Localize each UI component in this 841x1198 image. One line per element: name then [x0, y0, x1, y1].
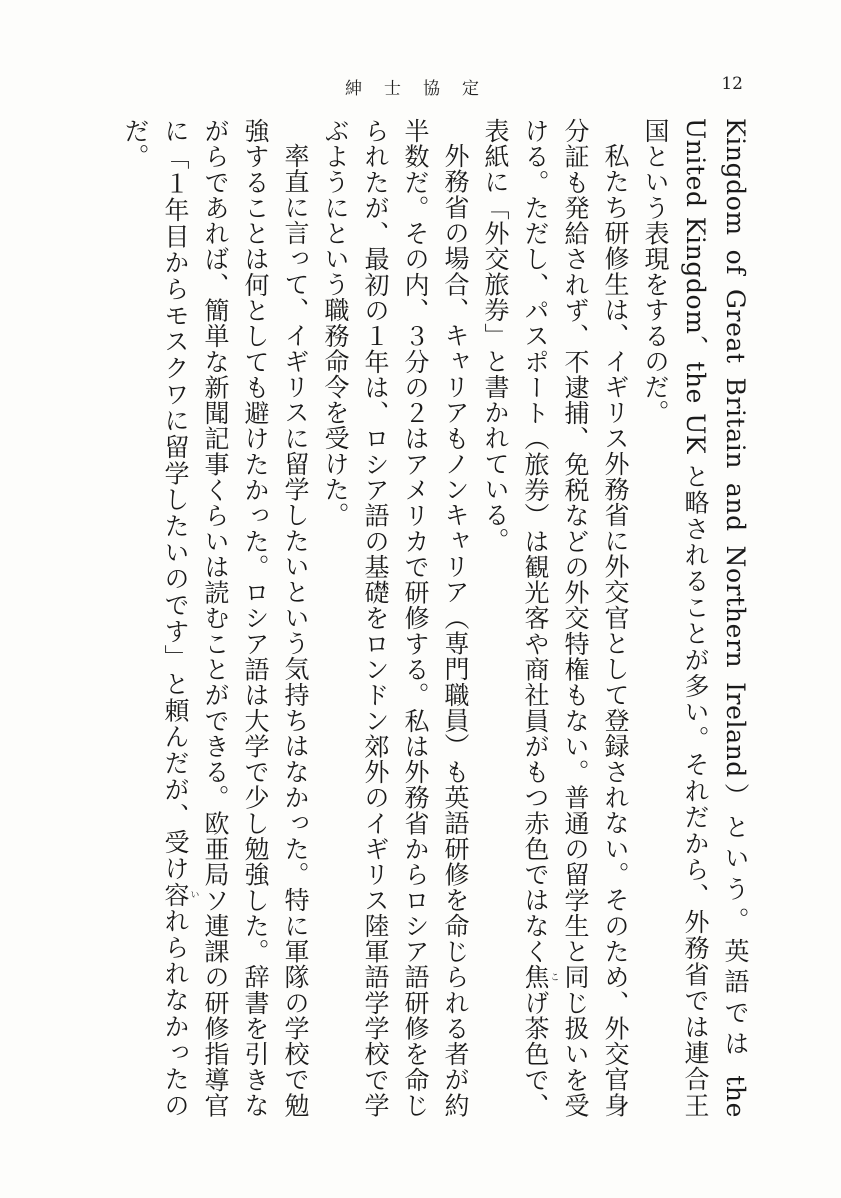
ruby-base: 容	[161, 881, 190, 909]
text-run: 私たち研修生は、イギリス外務省に外交官として登録されない。そのため、外交官身分証も発給されず、不逮捕、免税などの外交特権もない。普通の留学生と同じ扱いを受ける。ただし、パスポート（旅券）は観光客や商社員がもつ赤色ではなく	[521, 118, 630, 1118]
ruby-reading: い	[188, 881, 199, 908]
paragraph	[635, 118, 755, 1118]
ruby-reading: こ	[548, 964, 559, 990]
running-head: 紳士協定	[345, 79, 501, 99]
ruby-base: 焦	[521, 964, 550, 990]
paragraph	[475, 118, 635, 1118]
text-run: Kingdom of Great Britain and Northern Ireland）という。英語では the United Kingdom、the UK と略されることが多い。それだから、外務省では連合王国という表現をするのだ。	[641, 118, 750, 1118]
body-text	[95, 118, 755, 1118]
text-run: れられなかったのだ。	[121, 118, 190, 1118]
text-run: 外務省の場合、キャリアもノンキャリア（専門職員）も英語研修を命じられる者が約半数だ。その内、３分の２はアメリカで研修する。私は外務省からロシア語研修を命じられたが、最初の１年は、ロシア語の基礎をロンドン郊外のイギリス陸軍語学学校で学ぶようにという職務命令を受けた。	[321, 118, 470, 1118]
ruby-annotation	[521, 964, 559, 990]
text-run: 率直に言って、イギリスに留学したいという気持ちはなかった。特に軍隊の学校で勉強することは何としても避けたかった。ロシア語は大学で少し勉強した。辞書を引きながらであれば、簡単な新聞記事くらいは読むことができる。欧亜局ソ連課の研修指導官に「１年目からモスクワに留学したいのです」と頼んだが、受け	[161, 118, 310, 1118]
paragraph	[115, 118, 315, 1118]
ruby-annotation	[161, 881, 199, 909]
page-number: 12	[721, 74, 743, 94]
paragraph	[315, 118, 475, 1118]
text-run: げ茶色で、表紙に「外交旅券」と書かれている。	[481, 118, 550, 1118]
